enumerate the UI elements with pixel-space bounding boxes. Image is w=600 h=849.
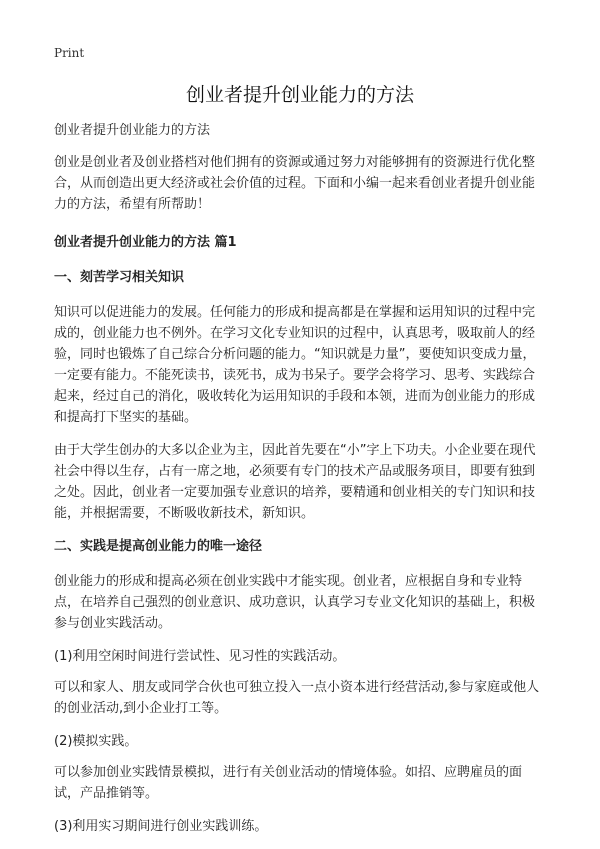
section-heading-1: 一、刻苦学习相关知识 xyxy=(54,270,185,285)
article-body xyxy=(54,120,546,849)
list-item: (2)模拟实践。 xyxy=(54,734,138,749)
list-item: (3)利用实习期间进行创业实践训练。 xyxy=(54,819,268,834)
page-title: 创业者提升创业能力的方法 xyxy=(185,84,414,106)
intro-paragraph: 创业是创业者及创业搭档对他们拥有的资源或通过努力对能够拥有的资源进行优化整合，从而创造出更大经济或社会价值的过程。下面和小编一起来看创业者提升创业能力的方法，希望有所帮助！ xyxy=(54,155,536,212)
section-heading-2: 二、实践是提高创业能力的唯一途径 xyxy=(54,539,263,554)
list-item: (1)利用空闲时间进行尝试性、见习性的实践活动。 xyxy=(54,649,346,664)
paragraph: 可以参加创业实践情景模拟，进行有关创业活动的情境体验。如招、应聘雇员的面试，产品推销等。 xyxy=(54,765,523,801)
article-subtitle: 创业者提升创业能力的方法 xyxy=(54,123,211,138)
paragraph: 知识可以促进能力的发展。任何能力的形成和提高都是在掌握和运用知识的过程中完成的，创业能力也不例外。在学习文化专业知识的过程中，认真思考，吸取前人的经验，同时也锻炼了自己综合分析问题的能力。“知识就是力量”，要使知识变成力量，一定要有能力。不能死读书，读死书，成为书呆子。要学会将学习、思考、实践综合起来，经过自己的消化，吸收转化为运用知识的手段和本领，进而为创业能力的形成和提高打下坚实的基础。 xyxy=(54,305,536,425)
print-link[interactable]: Print xyxy=(54,46,85,60)
paragraph: 由于大学生创办的大多以企业为主，因此首先要在“小”字上下功夫。小企业要在现代社会中得以生存，占有一席之地，必须要有专门的技术产品或服务项目，即要有独到之处。因此，创业者一定要加强专业意识的培养，要精通和创业相关的专门知识和技能，并根据需要，不断吸收新技术，新知识。 xyxy=(54,443,536,521)
article-heading: 创业者提升创业能力的方法 篇1 xyxy=(54,235,237,250)
paragraph: 可以和家人、朋友或同学合伙也可独立投入一点小资本进行经营活动,参与家庭或他人的创业活动,到小企业打工等。 xyxy=(54,680,540,716)
paragraph: 创业能力的形成和提高必须在创业实践中才能实现。创业者，应根据自身和专业特点，在培养自己强烈的创业意识、成功意识，认真学习专业文化知识的基础上，积极参与创业实践活动。 xyxy=(54,574,536,631)
